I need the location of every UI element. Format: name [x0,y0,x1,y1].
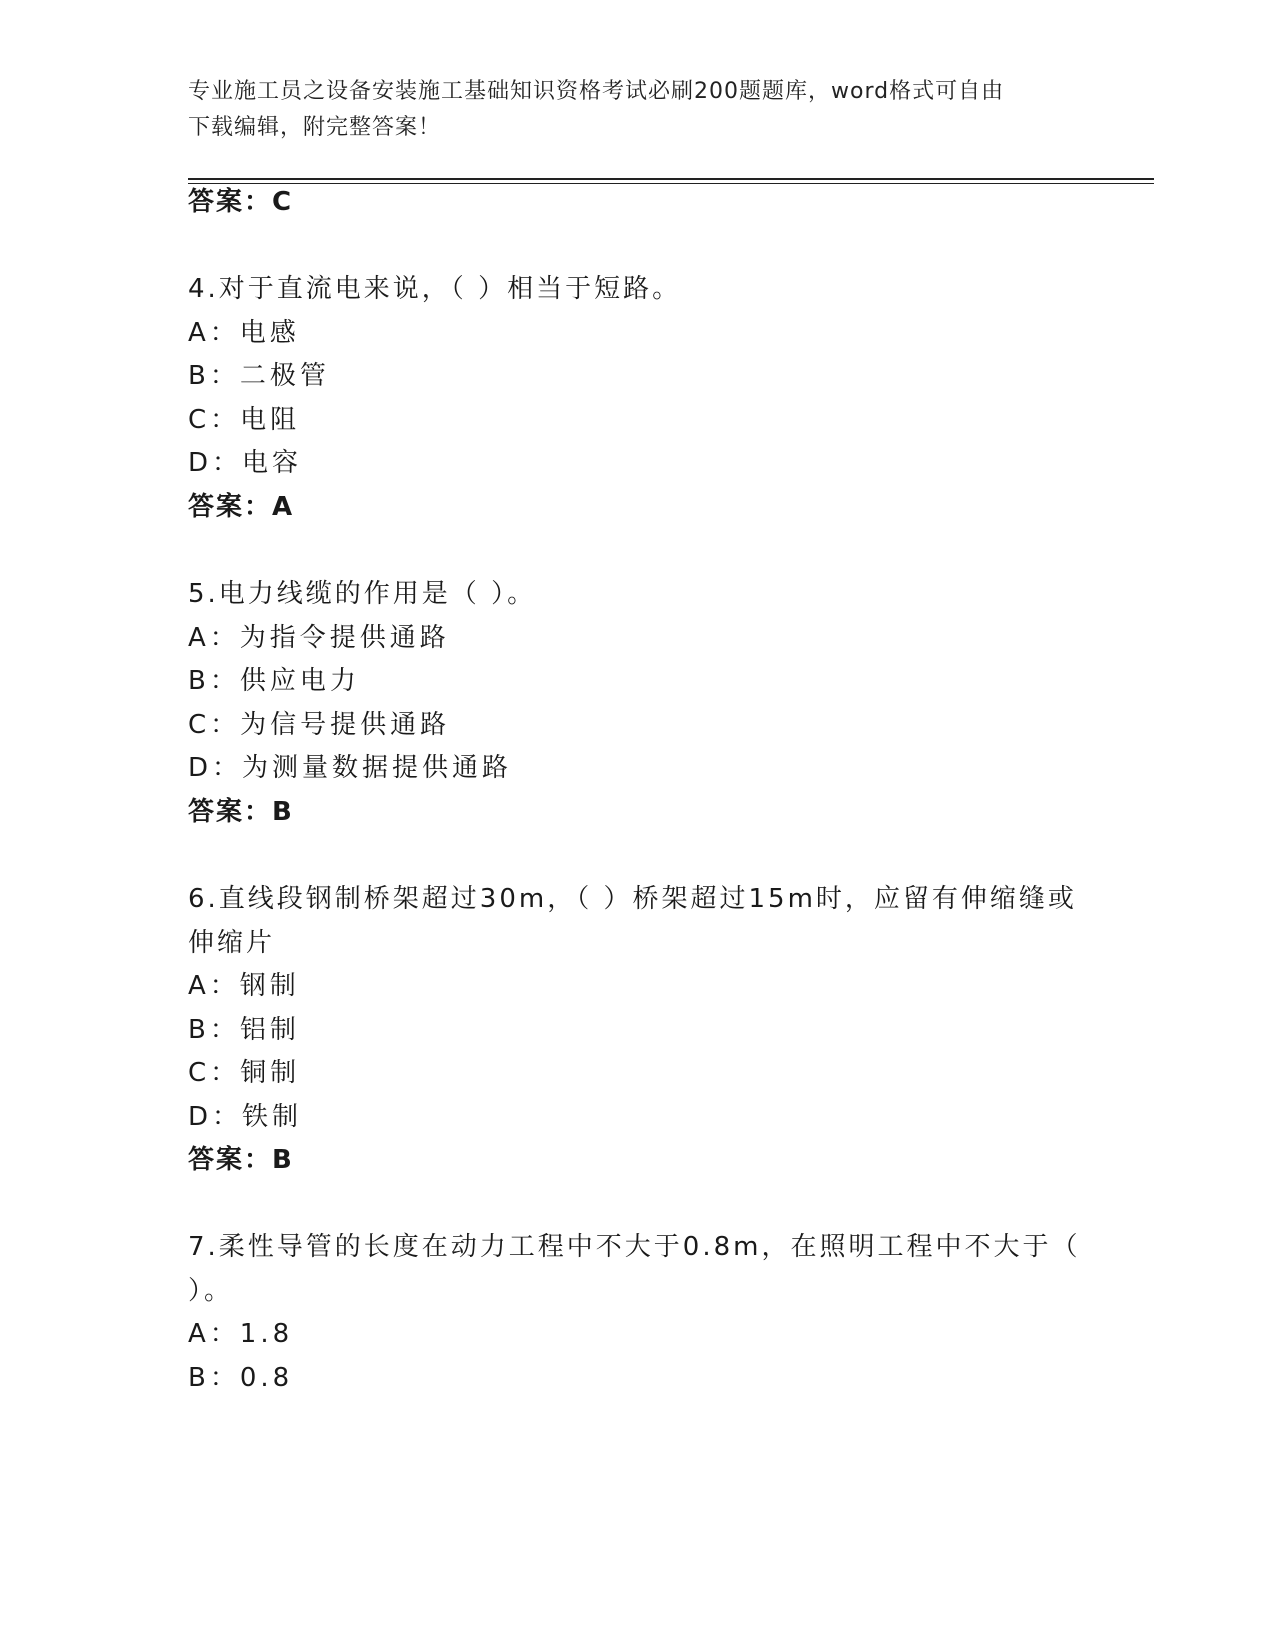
header-divider [188,178,1154,184]
q6-question-line-1: 6.直线段钢制桥架超过30m，（ ）桥架超过15m时，应留有伸缩缝或 [188,884,1077,914]
q3-answer: 答案：C [188,187,294,217]
q6-answer: 答案：B [188,1145,294,1175]
q5-answer: 答案：B [188,797,294,827]
q6-option-a: A：钢制 [188,971,300,1001]
q6-option-c: C：铜制 [188,1058,301,1088]
q5-option-a: A：为指令提供通路 [188,623,450,653]
q4-answer: 答案：A [188,492,295,522]
q4-option-c: C：电阻 [188,405,301,435]
q7-option-a: A：1.8 [188,1319,294,1349]
q6-option-d: D：铁制 [188,1102,303,1132]
q5-option-d: D：为测量数据提供通路 [188,753,513,783]
q4-question: 4.对于直流电来说，（ ）相当于短路。 [188,274,682,304]
q4-option-a: A：电感 [188,318,300,348]
page-header [188,74,1068,146]
header-title-line-2: 下载编辑，附完整答案！ [188,115,442,140]
q6-option-b: B：铝制 [188,1015,300,1045]
q7-question-line-2: ）。 [188,1276,234,1306]
q7-option-b: B：0.8 [188,1363,294,1393]
q5-question: 5.电力线缆的作用是（ ）。 [188,579,537,609]
header-title-line-1: 专业施工员之设备安装施工基础知识资格考试必刷200题题库，word格式可自由 [188,79,1005,104]
q4-option-b: B：二极管 [188,361,330,391]
q4-option-d: D：电容 [188,448,303,478]
q5-option-c: C：为信号提供通路 [188,710,451,740]
q6-question-line-2: 伸缩片 [188,928,276,958]
q5-option-b: B：供应电力 [188,666,360,696]
q7-question-line-1: 7.柔性导管的长度在动力工程中不大于0.8m，在照明工程中不大于（ [188,1232,1081,1262]
